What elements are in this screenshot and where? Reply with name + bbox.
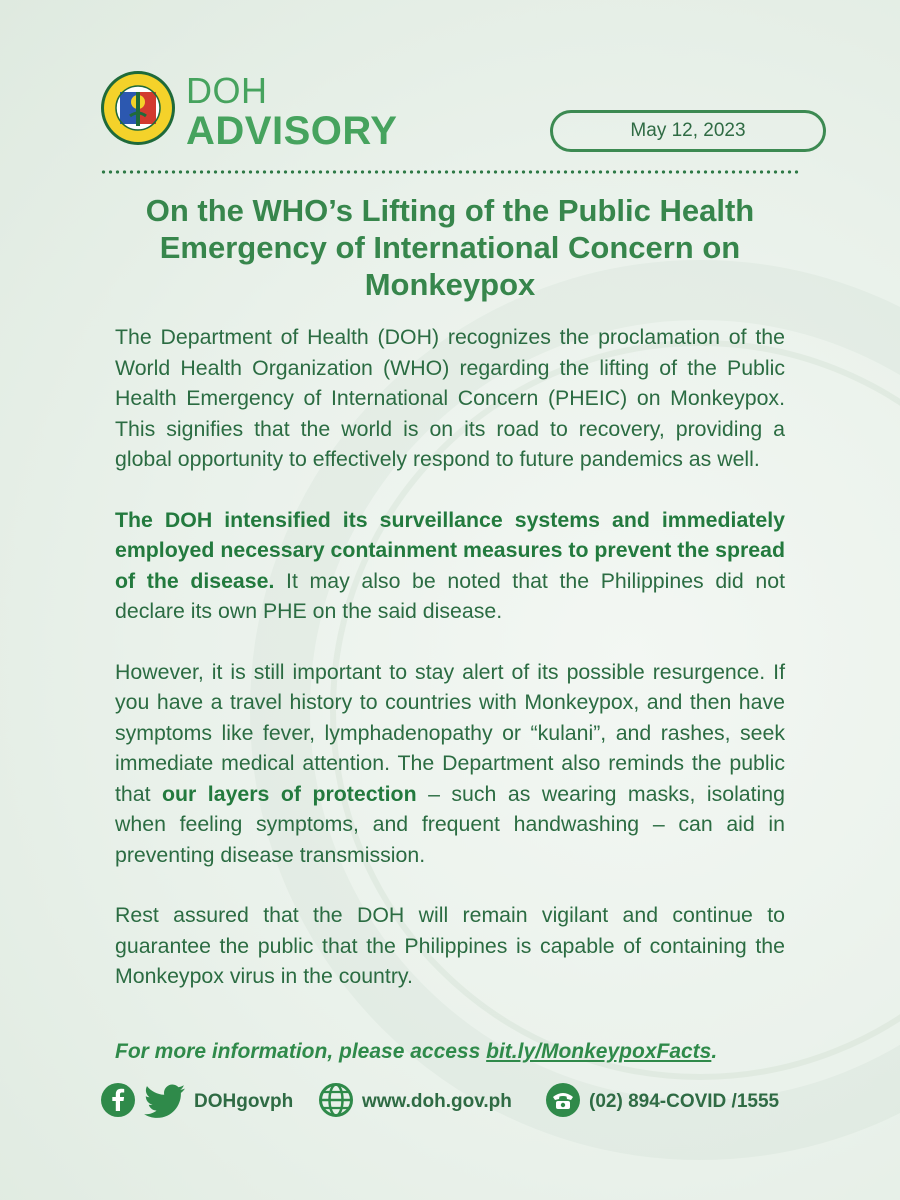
website-link[interactable]: www.doh.gov.ph: [362, 1091, 512, 1112]
hotline-number[interactable]: (02) 894-COVID /1555: [589, 1091, 780, 1112]
paragraph-2-emphasis: The DOH intensified its surveillance systems and immediately employed necessary containment measures to prevent the spread of the disease.: [115, 507, 785, 593]
advisory-header: [100, 70, 800, 160]
paragraph-3-emphasis: our layers of protection: [162, 781, 417, 806]
paragraph-2-text: It may also be noted that the Philippines did not declare its own PHE on the said disease.: [115, 568, 785, 623]
paragraph-1: The Department of Health (DOH) recognizes the proclamation of the World Health Organization (WHO) regarding the lifting of the Public Health Emergency of International Concern (PHEIC) on Monkeypox. This signifies that the world is on its road to recovery, providing a global opportunity to effectively respond to future pandemics as well.: [115, 325, 785, 471]
paragraph-4: Rest assured that the DOH will remain vigilant and continue to guarantee the public that the Philippines is capable of containing the Monkeypox virus in the country.: [115, 903, 785, 988]
paragraph-3-text-b: – such as wearing masks, isolating when feeling symptoms, and frequent handwashing – can aid in preventing disease transmission.: [115, 781, 785, 867]
brand-line-advisory: ADVISORY: [186, 109, 398, 153]
globe-icon: [318, 1082, 354, 1118]
social-handle[interactable]: DOHgovph: [194, 1091, 294, 1112]
twitter-icon[interactable]: [144, 1084, 186, 1118]
more-info-prefix: For more information, please access: [115, 1040, 487, 1063]
advisory-body: [115, 322, 785, 1022]
dotted-divider: [100, 170, 800, 174]
paragraph-3: [115, 657, 785, 871]
facebook-icon[interactable]: [100, 1082, 136, 1118]
more-info-link[interactable]: bit.ly/MonkeypoxFacts: [486, 1040, 712, 1063]
brand-line-doh: DOH: [186, 70, 268, 111]
contact-footer: [100, 1082, 800, 1122]
advisory-title: On the WHO’s Lifting of the Public Health Emergency of International Concern on Monkeypox: [145, 193, 755, 302]
paragraph-3-text-a: However, it is still important to stay alert of its possible resurgence. If you have a travel history to countries with Monkeypox, and then have symptoms like fever, lymphadenopathy or “kulani”, and rashes, seek immediate medical attention. The Department also reminds the public that: [115, 659, 785, 806]
brand-title: [186, 72, 397, 152]
more-info-line: [115, 1040, 785, 1064]
date-badge: May 12, 2023: [550, 110, 826, 152]
more-info-suffix: .: [711, 1040, 718, 1063]
phone-icon: [545, 1082, 581, 1118]
paragraph-2: [115, 505, 785, 627]
doh-seal-logo: [100, 70, 176, 146]
